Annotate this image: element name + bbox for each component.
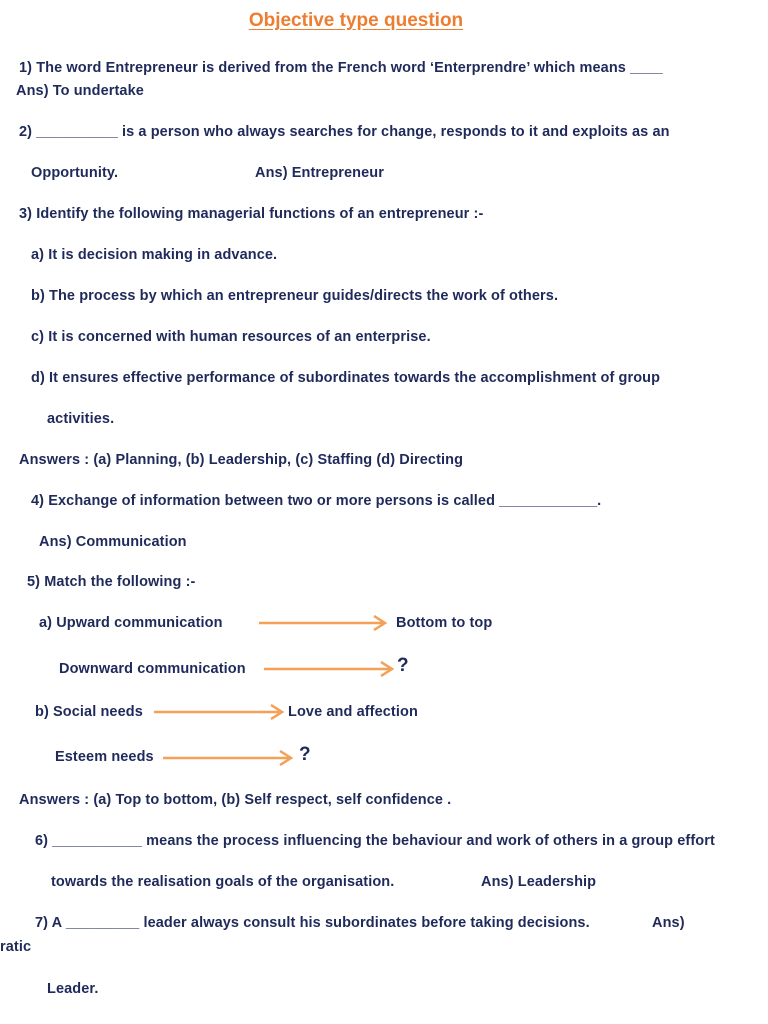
- answer-7-label: Ans): [652, 915, 685, 931]
- question-6-continuation: towards the realisation goals of the organisation.: [51, 874, 395, 890]
- question-7: 7) A _________ leader always consult his subordinates before taking decisions.: [35, 915, 590, 931]
- answer-7-continuation: Leader.: [47, 981, 99, 997]
- question-3-option-c: c) It is concerned with human resources of an enterprise.: [31, 329, 431, 345]
- answer-2: Ans) Entrepreneur: [255, 165, 384, 181]
- question-5: 5) Match the following :-: [27, 574, 196, 590]
- question-3-option-b: b) The process by which an entrepreneur guides/directs the work of others.: [31, 288, 559, 304]
- arrow-right-icon: [153, 704, 285, 720]
- question-3-option-a: a) It is decision making in advance.: [31, 247, 278, 263]
- question-3-option-d-continuation: activities.: [47, 411, 115, 427]
- match-right-3: Love and affection: [288, 704, 418, 720]
- arrow-right-icon: [258, 615, 388, 631]
- question-2-continuation: Opportunity.: [31, 165, 119, 181]
- page-title: Objective type question: [248, 10, 464, 31]
- match-right-2: ?: [397, 655, 409, 676]
- match-left-3: b) Social needs: [35, 704, 143, 720]
- question-2: 2) __________ is a person who always searches for change, responds to it and exploits as an: [19, 124, 670, 140]
- match-left-1: a) Upward communication: [39, 615, 223, 631]
- answer-3: Answers : (a) Planning, (b) Leadership, (c) Staffing (d) Directing: [19, 452, 464, 468]
- question-4: 4) Exchange of information between two or more persons is called ____________.: [31, 493, 602, 509]
- answer-4: Ans) Communication: [39, 534, 187, 550]
- answer-5: Answers : (a) Top to bottom, (b) Self respect, self confidence .: [19, 792, 452, 808]
- answer-6: Ans) Leadership: [481, 874, 597, 890]
- match-left-2: Downward communication: [59, 661, 246, 677]
- question-1: 1) The word Entrepreneur is derived from the French word ‘Enterprendre’ which means ____: [19, 60, 663, 76]
- match-right-1: Bottom to top: [396, 615, 493, 631]
- arrow-right-icon: [162, 750, 294, 766]
- question-6: 6) ___________ means the process influencing the behaviour and work of others in a group effort: [35, 833, 715, 849]
- answer-7-cutoff-text: ratic: [0, 939, 32, 955]
- question-3: 3) Identify the following managerial functions of an entrepreneur :-: [19, 206, 484, 222]
- arrow-right-icon: [263, 661, 395, 677]
- answer-1: Ans) To undertake: [16, 83, 144, 99]
- question-3-option-d: d) It ensures effective performance of subordinates towards the accomplishment of group: [31, 370, 661, 386]
- match-left-4: Esteem needs: [55, 749, 154, 765]
- match-right-4: ?: [299, 744, 311, 765]
